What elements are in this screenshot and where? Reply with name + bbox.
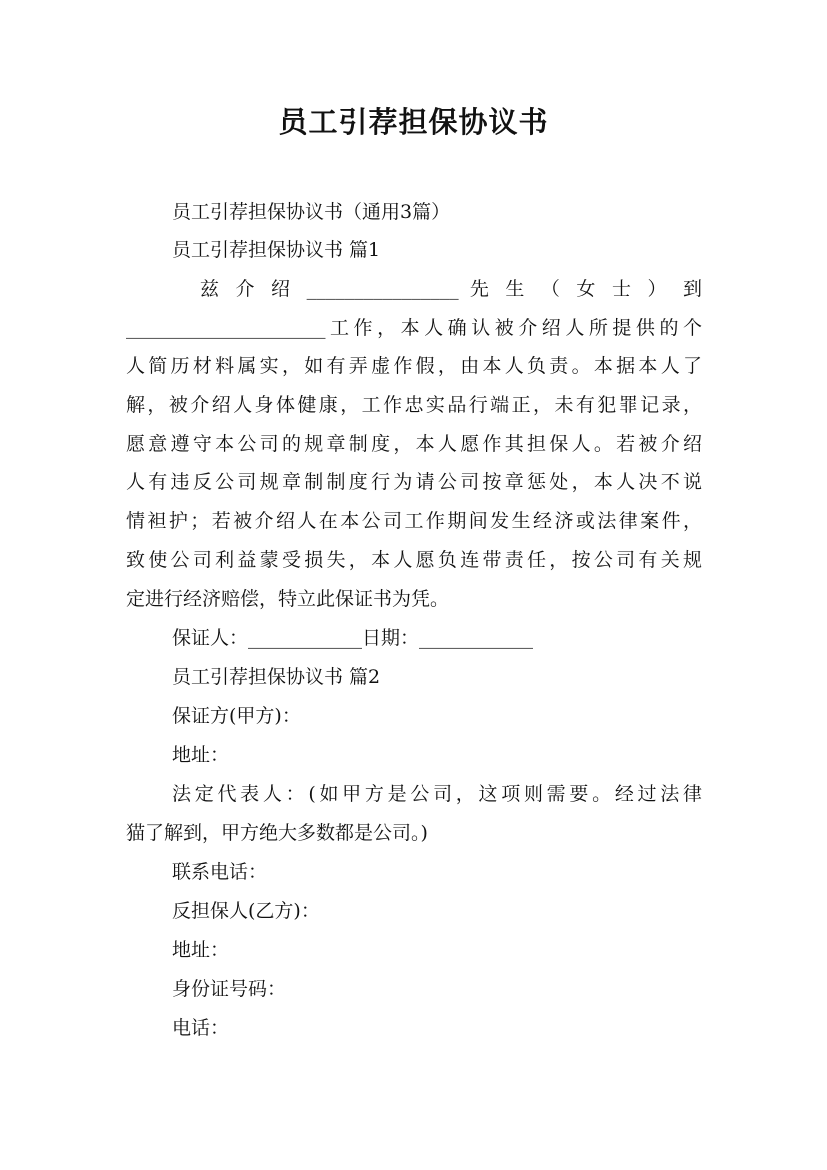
paragraph-line: 情袒护；若被介绍人在本公司工作期间发生经济或法律案件， [126, 510, 702, 532]
guarantor-signature-line: 保证人：____________日期：____________ [172, 627, 534, 649]
paragraph-line: 兹 介 绍 ________________ 先 生 （ 女 士 ） 到 [200, 278, 702, 300]
address-label: 地址： [172, 939, 230, 961]
section-heading-2: 员工引荐担保协议书 篇2 [172, 666, 381, 688]
legal-rep-line: 法定代表人：(如甲方是公司，这项则需要。经过法律 [172, 783, 702, 805]
document-title: 员工引荐担保协议书 [278, 105, 549, 139]
paragraph-line: 愿意遵守本公司的规章制度，本人愿作其担保人。若被介绍 [126, 433, 702, 455]
address-label: 地址： [172, 744, 230, 766]
paragraph-line: 人有违反公司规章制制度行为请公司按章惩处，本人决不说 [126, 471, 702, 493]
paragraph-line: 解，被介绍人身体健康，工作忠实品行端正，未有犯罪记录， [126, 394, 702, 416]
phone-label: 联系电话： [172, 861, 268, 883]
telephone-label: 电话： [172, 1017, 230, 1039]
party-b-label: 反担保人(乙方)： [172, 900, 320, 922]
paragraph-line: _____________________工作，本人确认被介绍人所提供的个 [126, 317, 702, 339]
subtitle-line: 员工引荐担保协议书（通用3篇） [172, 201, 451, 223]
id-number-label: 身份证号码： [172, 978, 287, 1000]
paragraph-line: 致使公司利益蒙受损失，本人愿负连带责任，按公司有关规 [126, 549, 702, 571]
party-a-label: 保证方(甲方)： [172, 705, 301, 727]
paragraph-line: 人简历材料属实，如有弄虚作假，由本人负责。本据本人了 [126, 355, 702, 377]
section-heading-1: 员工引荐担保协议书 篇1 [172, 239, 381, 261]
paragraph-line: 定进行经济赔偿，特立此保证书为凭。 [126, 588, 450, 610]
legal-rep-line-cont: 猫了解到，甲方绝大多数都是公司。) [126, 822, 428, 844]
